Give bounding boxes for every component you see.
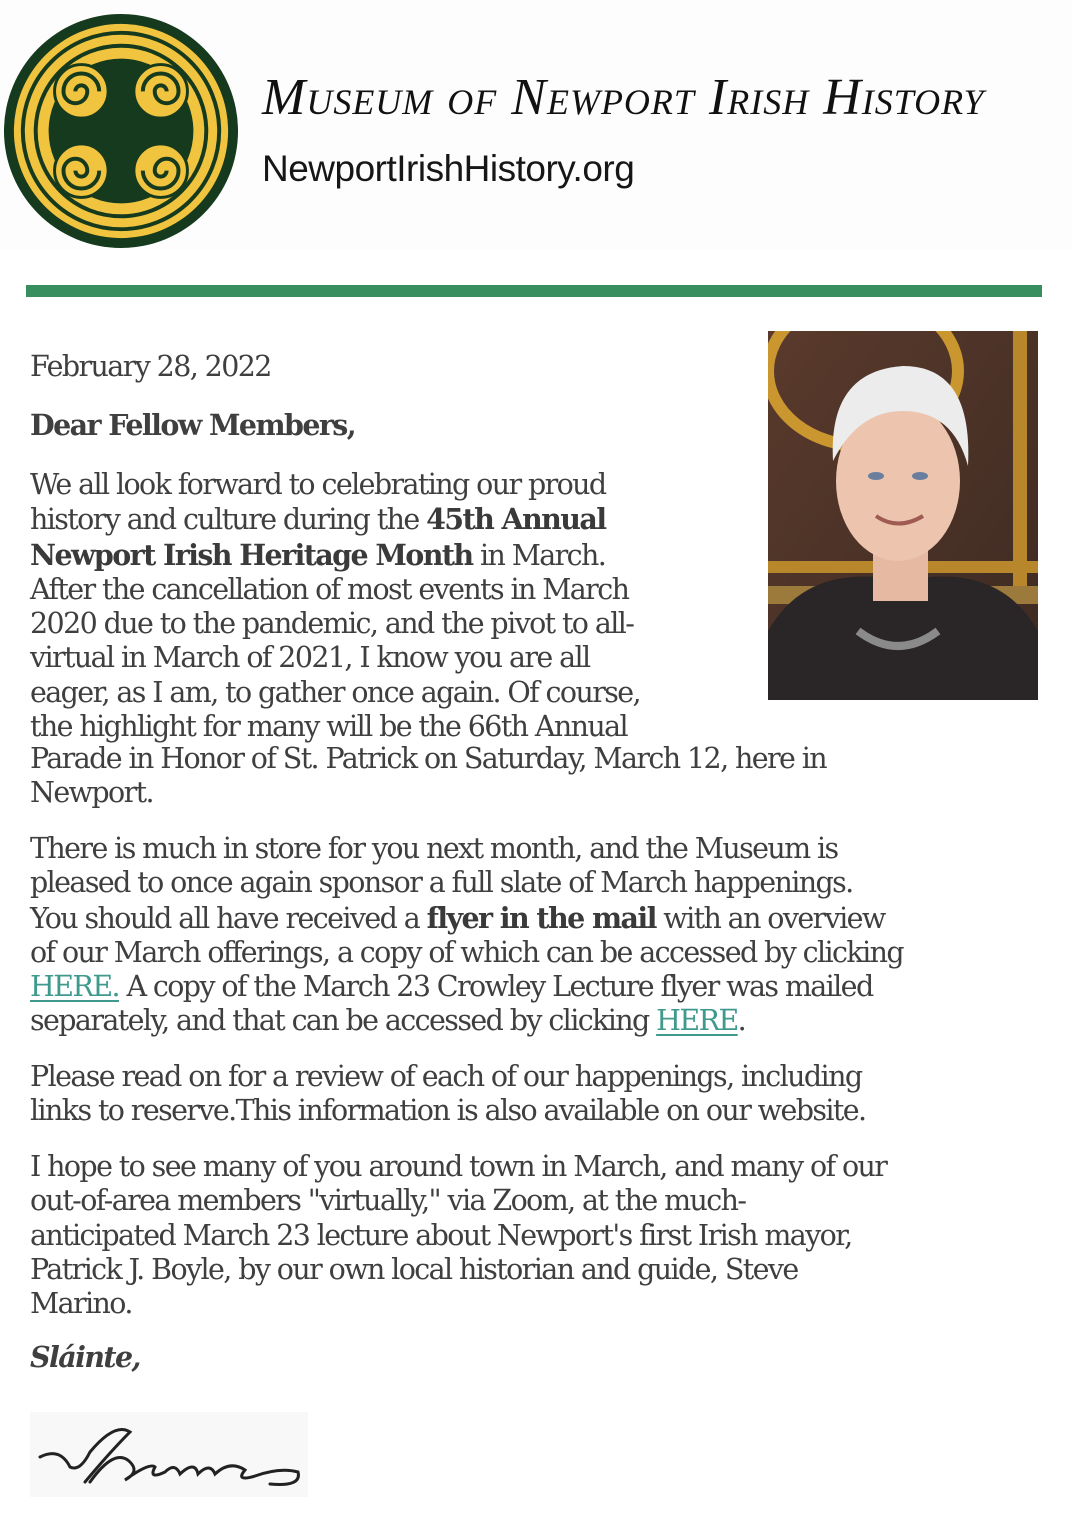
- text-line: pleased to once again sponsor a full slate of March happenings.: [30, 866, 853, 900]
- text-line: out-of-area members "virtually," via Zoom, at the much-: [30, 1184, 746, 1218]
- text-line: There is much in store for you next month, and the Museum is: [30, 832, 838, 865]
- text-line: anticipated March 23 lecture about Newport's first Irish mayor,: [30, 1218, 852, 1252]
- bold-heritage-month: Newport Irish Heritage Month: [30, 537, 473, 572]
- text-line: Parade in Honor of St. Patrick on Saturday, March 12, here in: [30, 742, 827, 775]
- text-line: Please read on for a review of each of our happenings, including: [30, 1060, 862, 1093]
- text-line: You should all have received a flyer in the mail with an overview: [30, 900, 885, 935]
- letter-date: February 28, 2022: [30, 350, 271, 383]
- paragraph-read-on: [30, 1060, 1040, 1129]
- text-line: 2020 due to the pandemic, and the pivot to all-: [30, 607, 634, 641]
- text-line: Marino.: [30, 1287, 132, 1321]
- text-line: links to reserve.This information is also available on our website.: [30, 1094, 866, 1128]
- divider-rule: [26, 285, 1042, 297]
- text-line: of our March offerings, a copy of which can be accessed by clicking: [30, 935, 904, 969]
- text-line: Newport Irish Heritage Month in March.: [30, 537, 606, 572]
- paragraph-intro-continued: [30, 742, 1030, 811]
- greeting: Dear Fellow Members,: [30, 408, 356, 442]
- header: [0, 0, 1072, 250]
- text-line: After the cancellation of most events in March: [30, 572, 629, 606]
- text-line: the highlight for many will be the 66th Annual: [30, 710, 628, 744]
- text-line: Newport.: [30, 776, 153, 810]
- paragraph-march-events: [30, 832, 1040, 1039]
- text-line: I hope to see many of you around town in March, and many of our: [30, 1150, 887, 1183]
- text-line: history and culture during the 45th Annual: [30, 502, 606, 537]
- text-line: virtual in March of 2021, I know you are all: [30, 641, 590, 675]
- text-line: HERE. A copy of the March 23 Crowley Lecture flyer was mailed: [30, 970, 873, 1004]
- march-flyer-link[interactable]: HERE.: [30, 970, 119, 1004]
- signature-image: [30, 1412, 308, 1497]
- celtic-logo-icon: [2, 12, 240, 250]
- website-url[interactable]: NewportIrishHistory.org: [262, 148, 635, 189]
- text-line: Patrick J. Boyle, by our own local historian and guide, Steve: [30, 1252, 798, 1286]
- paragraph-intro: [30, 468, 750, 744]
- bold-heritage-month: 45th Annual: [426, 502, 606, 537]
- museum-title: Museum of Newport Irish History: [262, 69, 985, 126]
- crowley-lecture-flyer-link[interactable]: HERE: [656, 1004, 738, 1038]
- bold-flyer-in-mail: flyer in the mail: [426, 900, 656, 935]
- text-line: eager, as I am, to gather once again. Of course,: [30, 675, 641, 709]
- text-line: separately, and that can be accessed by clicking HERE.: [30, 1004, 746, 1038]
- paragraph-closing-hope: [30, 1150, 1040, 1321]
- text-line: We all look forward to celebrating our proud: [30, 468, 606, 501]
- portrait-photo: [768, 331, 1038, 700]
- closing-salutation: Sláinte,: [30, 1340, 140, 1374]
